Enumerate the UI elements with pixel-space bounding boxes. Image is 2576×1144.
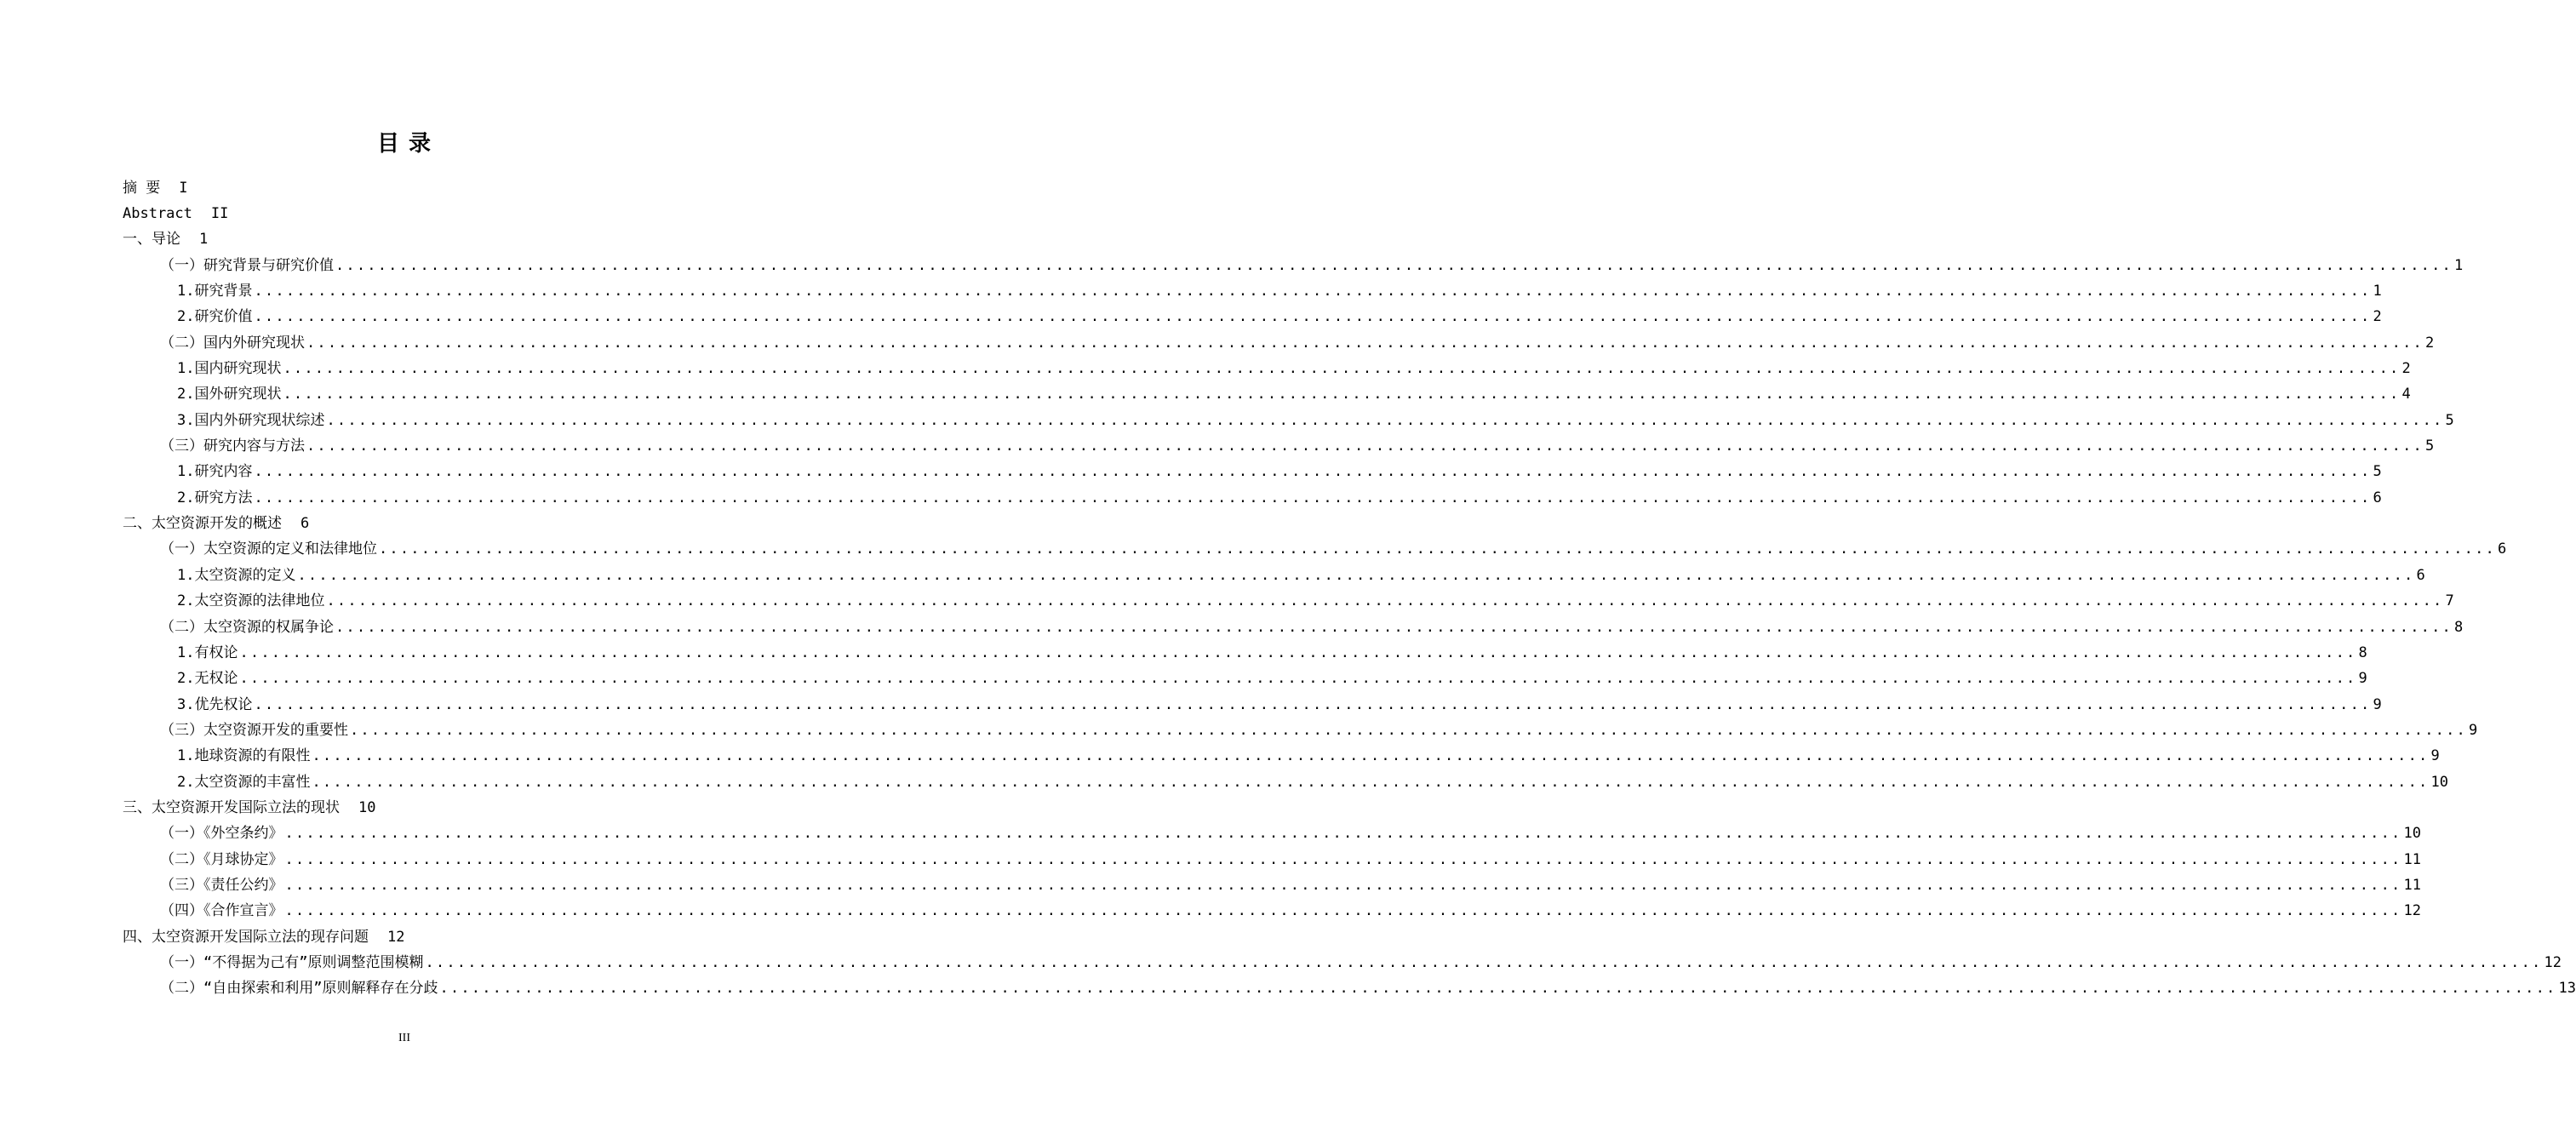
toc-entry-title: 四、太空资源开发国际立法的现存问题 (123, 928, 369, 946)
toc-dot-leader: ........................................................................................................................................................................................................ (284, 850, 2402, 868)
toc-entry-title: （三）《责任公约》 (160, 876, 283, 894)
toc-entry-page-number: 12 (387, 928, 405, 946)
toc-entry-title: 3.国内外研究现状综述 (177, 411, 325, 429)
page-number: III (398, 1032, 410, 1044)
toc-entry[interactable] (123, 589, 2454, 615)
toc-dot-leader: ........................................................................................................................................................................................................ (254, 308, 2372, 326)
toc-entry-page-number: 2 (2373, 308, 2382, 326)
toc-entry-page-number: 6 (2416, 566, 2425, 584)
toc-entry-page-number: 13 (2558, 980, 2576, 998)
toc-entry[interactable] (123, 692, 2382, 718)
toc-entry[interactable] (123, 408, 2454, 433)
toc-entry-title: 2.国外研究现状 (177, 386, 282, 403)
toc-dot-leader: ........................................................................................................................................................................................................ (326, 592, 2444, 610)
toc-entry[interactable] (123, 666, 2367, 692)
toc-entry-page-number: I (179, 179, 188, 197)
toc-entry-page-number: 11 (2403, 850, 2421, 868)
toc-entry-title: （四）《合作宣言》 (160, 902, 283, 920)
toc-entry-title: （一）太空资源的定义和法律地位 (160, 541, 377, 558)
toc-entry-title: （三）太空资源开发的重要性 (160, 721, 348, 739)
toc-entry-title: （二）国内外研究现状 (160, 334, 305, 352)
toc-entry-page-number: 6 (2373, 489, 2382, 506)
toc-dot-leader: ........................................................................................................................................................................................................ (283, 360, 2401, 378)
toc-dot-leader: ........................................................................................................................................................................................................ (306, 438, 2424, 455)
toc-entry-page-number: 1 (2373, 283, 2382, 300)
toc-entry[interactable] (123, 563, 2425, 588)
toc-entry-title: 2.太空资源的丰富性 (177, 773, 311, 791)
toc-entry-title: 1.地球资源的有限性 (177, 747, 311, 765)
toc-entry[interactable] (123, 924, 688, 950)
toc-entry[interactable] (123, 899, 2421, 924)
toc-entry-page-number: 8 (2453, 618, 2464, 636)
toc-entry[interactable] (123, 485, 2382, 511)
toc-entry-title: 1.太空资源的定义 (177, 566, 296, 584)
toc-entry-title: 摘 要 (123, 179, 161, 197)
toc-entry-page-number: 5 (2373, 463, 2382, 481)
toc-entry[interactable] (123, 640, 2367, 666)
toc-dot-leader: ........................................................................................................................................................................................................ (335, 618, 2453, 636)
toc-dot-leader: ........................................................................................................................................................................................................ (254, 283, 2372, 300)
toc-entry-page-number: 6 (301, 515, 310, 533)
toc-dot-leader: ........................................................................................................................................................................................................ (306, 334, 2424, 352)
toc-entry-page-number: 7 (2445, 592, 2454, 610)
toc-entry-title: Abstract (123, 205, 192, 223)
toc-entry[interactable] (123, 382, 2411, 408)
table-of-contents (123, 175, 2576, 1002)
toc-entry-page-number: 10 (2430, 773, 2448, 791)
toc-entry-title: 2.太空资源的法律地位 (177, 592, 325, 610)
toc-entry-page-number: 9 (2468, 721, 2478, 739)
toc-dot-leader: ........................................................................................................................................................................................................ (379, 541, 2496, 558)
toc-entry-page-number: 11 (2403, 876, 2421, 894)
toc-entry[interactable] (123, 769, 2448, 795)
toc-entry-title: 1.有权论 (177, 644, 238, 661)
toc-entry[interactable] (123, 511, 688, 536)
toc-dot-leader: ........................................................................................................................................................................................................ (326, 411, 2444, 429)
toc-entry-title: （二）《月球协定》 (160, 850, 283, 868)
toc-entry-page-number: 10 (358, 798, 376, 816)
toc-entry[interactable] (123, 795, 688, 821)
toc-entry-page-number: 5 (2445, 411, 2454, 429)
toc-dot-leader: ........................................................................................................................................................................................................ (254, 489, 2372, 506)
toc-dot-leader: ........................................................................................................................................................................................................ (284, 825, 2402, 843)
toc-dot-leader: ........................................................................................................................................................................................................ (284, 902, 2402, 920)
toc-entry[interactable] (123, 201, 688, 226)
toc-dot-leader: ........................................................................................................................................................................................................ (239, 670, 2357, 688)
toc-entry[interactable] (123, 615, 2464, 640)
toc-dot-leader: ........................................................................................................................................................................................................ (425, 953, 2543, 971)
toc-entry-page-number: 9 (2373, 695, 2382, 713)
toc-entry-page-number: 5 (2424, 438, 2435, 455)
toc-entry-title: 1.研究背景 (177, 283, 253, 300)
toc-entry-page-number: 9 (2358, 670, 2367, 688)
toc-entry-page-number: 6 (2497, 541, 2507, 558)
toc-dot-leader: ........................................................................................................................................................................................................ (312, 747, 2430, 765)
toc-entry-title: （二）太空资源的权属争论 (160, 618, 334, 636)
toc-dot-leader: ........................................................................................................................................................................................................ (350, 721, 2467, 739)
toc-entry-title: （三）研究内容与方法 (160, 438, 305, 455)
toc-entry-title: 1.国内研究现状 (177, 360, 282, 378)
toc-entry-page-number: 9 (2430, 747, 2440, 765)
toc-entry[interactable] (123, 253, 2464, 278)
toc-entry-page-number: 1 (2453, 256, 2464, 274)
toc-entry[interactable] (123, 537, 2507, 563)
toc-dot-leader: ........................................................................................................................................................................................................ (239, 644, 2357, 661)
toc-dot-leader: ........................................................................................................................................................................................................ (312, 773, 2430, 791)
toc-entry[interactable] (123, 433, 2435, 459)
toc-entry[interactable] (123, 330, 2435, 356)
toc-entry-page-number: 12 (2403, 902, 2421, 920)
toc-entry-title: （二）“自由探索和利用”原则解释存在分歧 (160, 980, 438, 998)
toc-dot-leader: ........................................................................................................................................................................................................ (439, 980, 2557, 998)
toc-dot-leader: ........................................................................................................................................................................................................ (335, 256, 2453, 274)
toc-entry[interactable] (123, 718, 2478, 743)
toc-entry[interactable] (123, 976, 2576, 1002)
toc-entry[interactable] (123, 460, 2382, 485)
toc-entry[interactable] (123, 821, 2421, 847)
toc-entry[interactable] (123, 744, 2440, 769)
toc-entry-page-number: 10 (2403, 825, 2421, 843)
toc-entry-title: （一）研究背景与研究价值 (160, 256, 334, 274)
toc-entry[interactable] (123, 278, 2382, 304)
toc-entry-title: （一）“不得据为己有”原则调整范围模糊 (160, 953, 424, 971)
toc-dot-leader: ........................................................................................................................................................................................................ (283, 386, 2401, 403)
toc-dot-leader: ........................................................................................................................................................................................................ (297, 566, 2415, 584)
toc-entry-page-number: 12 (2544, 953, 2562, 971)
toc-entry[interactable] (123, 847, 2421, 872)
toc-entry-title: （一）《外空条约》 (160, 825, 283, 843)
toc-entry-page-number: 2 (2401, 360, 2411, 378)
toc-entry[interactable] (123, 305, 2382, 330)
toc-entry-title: 二、太空资源开发的概述 (123, 515, 282, 533)
toc-dot-leader: ........................................................................................................................................................................................................ (254, 463, 2372, 481)
toc-dot-leader: ........................................................................................................................................................................................................ (284, 876, 2402, 894)
toc-entry-page-number: 4 (2401, 386, 2411, 403)
page-title: 目 录 (376, 131, 432, 157)
toc-entry-page-number: II (210, 205, 229, 223)
toc-entry-title: 三、太空资源开发国际立法的现状 (123, 798, 340, 816)
toc-entry-title: 一、导论 (123, 231, 180, 249)
toc-entry-page-number: 1 (199, 231, 209, 249)
toc-entry[interactable] (123, 950, 2562, 975)
toc-dot-leader: ........................................................................................................................................................................................................ (254, 695, 2372, 713)
toc-entry-title: 2.研究价值 (177, 308, 253, 326)
toc-entry-page-number: 8 (2358, 644, 2367, 661)
toc-entry[interactable] (123, 175, 688, 201)
toc-entry-title: 2.无权论 (177, 670, 238, 688)
toc-entry-title: 3.优先权论 (177, 695, 253, 713)
toc-entry-title: 2.研究方法 (177, 489, 253, 506)
toc-entry[interactable] (123, 227, 688, 253)
toc-entry-title: 1.研究内容 (177, 463, 253, 481)
toc-entry[interactable] (123, 356, 2411, 381)
toc-entry-page-number: 2 (2424, 334, 2435, 352)
toc-entry[interactable] (123, 872, 2421, 898)
